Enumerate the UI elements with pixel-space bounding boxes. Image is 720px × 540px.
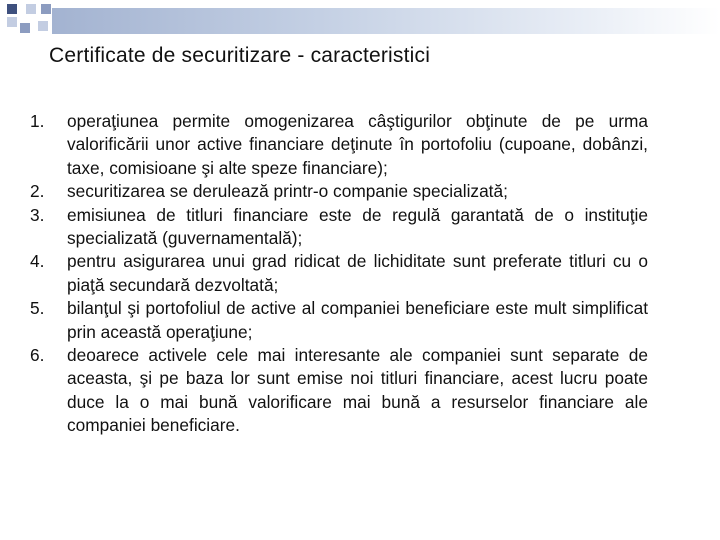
list-item (30, 180, 648, 203)
list-item-text: emisiunea de titluri financiare este de regulă garantată de o instituţie specializată (guvernamentală); (67, 204, 648, 249)
slide-title: Certificate de securitizare - caracteristici (49, 44, 431, 67)
characteristics-list (30, 110, 648, 438)
decor-square (26, 4, 36, 14)
list-item-number: 4. (30, 251, 45, 272)
list-item-text: securitizarea se derulează printr-o companie specializată; (67, 181, 508, 202)
list-item (30, 344, 648, 438)
list-item-text: operaţiunea permite omogenizarea câştigurilor obţinute de pe urma valorificării unor active financiare deţinute în portofoliu (cupoane, dobânzi, taxe, comisioane şi alte speze financiare); (67, 111, 648, 178)
list-item-number: 3. (30, 204, 45, 225)
decor-square (41, 4, 51, 14)
list-item (30, 297, 648, 344)
header-gradient-bar (52, 8, 720, 34)
list-item-number: 5. (30, 298, 45, 319)
list-item-number: 2. (30, 181, 45, 202)
list-item-text: pentru asigurarea unui grad ridicat de lichiditate sunt preferate titluri cu o piaţă secundară dezvoltată; (67, 251, 648, 295)
list-item (30, 110, 648, 180)
decor-square (7, 17, 17, 27)
list-item-number: 6. (30, 345, 45, 366)
list-item-text: deoarece activele cele mai interesante ale companiei sunt separate de aceasta, şi pe baza lor sunt emise noi titluri financiare, acest lucru poate duce la o mai bună valorificare mai bună a resurselor financiare ale companiei beneficiare. (67, 345, 648, 436)
list-item-text: bilanţul şi portofoliul de active al companiei beneficiare este mult simplificat prin această operaţiune; (67, 298, 648, 342)
decor-square (20, 23, 30, 33)
decor-square (7, 4, 17, 14)
list-item (30, 250, 648, 297)
header-decoration (0, 0, 720, 48)
list-item (30, 204, 648, 251)
list-item-number: 1. (30, 111, 45, 131)
decor-square (38, 21, 48, 31)
